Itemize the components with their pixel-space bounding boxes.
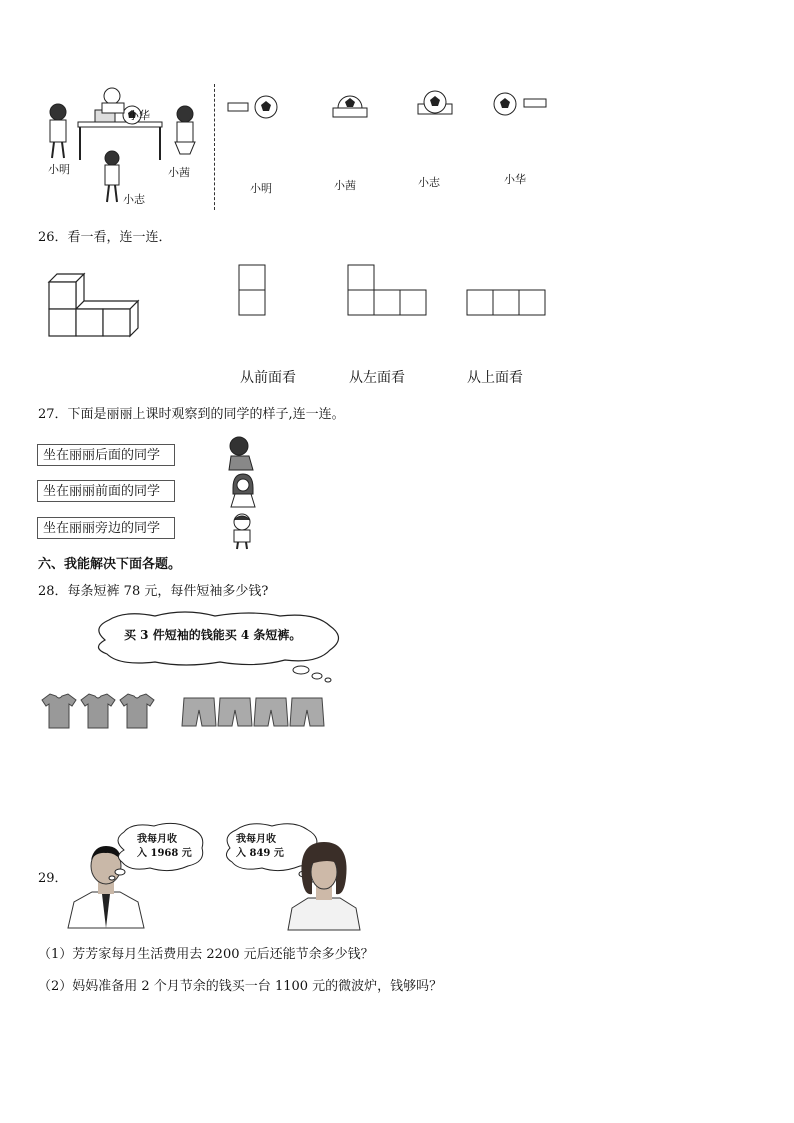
woman-photo [288,838,360,930]
box-front: 坐在丽丽前面的同学 [37,480,175,502]
q29-sub1: （1）芳芳家每月生活费用去 2200 元后还能节余多少钱？ [38,947,374,962]
cloud-text: 买 3 件短袖的钱能买 4 条短裤。 [124,628,302,642]
scene-label-ming: 小明 [48,163,70,176]
q27-title: 27．下面是丽丽上课时观察到的同学的样子,连一连。 [38,407,345,422]
view-zhi [415,90,455,118]
view-qian [330,94,370,120]
label-from-left: 从左面看 [349,370,405,386]
section-six-title: 六、我能解决下面各题。 [38,557,182,572]
box-beside: 坐在丽丽旁边的同学 [37,517,175,539]
view-label-1: 小明 [250,182,272,195]
q29-sub2: （2）妈妈准备用 2 个月节余的钱买一台 1100 元的微波炉，钱够吗？ [38,979,443,994]
child-side-view [226,512,258,550]
q28-title: 28．每条短裤 78 元，每件短袖多少钱? [38,584,269,599]
box-behind: 坐在丽丽后面的同学 [37,444,175,466]
scene-label-qian: 小茜 [168,166,190,179]
view-top-shape [466,289,548,319]
label-from-top: 从上面看 [467,370,523,386]
q26-title: 26．看一看，连一连． [38,230,172,245]
child-front-view [227,472,259,508]
cube-stack [47,272,139,340]
view-label-2: 小茜 [334,179,356,192]
tshirts [40,692,160,732]
scene-label-hua: 小华 [128,109,150,122]
view-hua [492,92,548,118]
man-bubble-line2: 入 1968 元 [137,848,192,859]
view-label-3: 小志 [418,176,440,189]
man-bubble-line1: 我每月收 [137,834,177,845]
child-back-view [225,436,257,472]
scene-label-zhi: 小志 [123,193,145,206]
woman-bubble-line2: 入 849 元 [236,848,284,859]
view-front-shape [238,264,268,318]
view-ming [226,94,278,120]
q29-number: 29． [38,871,68,886]
view-left-shape [347,264,429,318]
woman-bubble-line1: 我每月收 [236,834,276,845]
dashed-divider [214,84,215,210]
shorts [182,696,327,730]
view-label-4: 小华 [504,173,526,186]
thought-cloud [85,610,347,684]
label-from-front: 从前面看 [240,370,296,386]
